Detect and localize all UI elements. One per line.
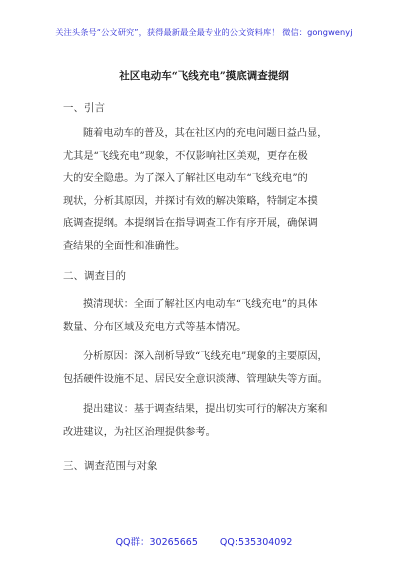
paragraph-line: 摸清现状：全面了解社区内电动车“飞线充电”的具体 — [83, 299, 318, 310]
header-promo-note: 关注头条号“公文研究”，获得最新最全最专业的公文资料库！ 微信：gongwenyj — [55, 27, 353, 37]
paragraph-line: 现状，分析其原因，并探讨有效的解决策略，特制定本摸 — [63, 195, 318, 207]
paragraph-line: 查结果的全面性和准确性。 — [63, 240, 186, 252]
section-heading-purpose: 二、调查目的 — [63, 270, 126, 282]
paragraph-line: 尤其是“飞线充电”现象，不仅影响社区美观，更存在极 — [63, 150, 308, 162]
section-heading-scope: 三、调查范围与对象 — [63, 460, 158, 472]
footer-contact — [0, 534, 408, 548]
paragraph-line: 包括硬件设施不足、居民安全意识淡薄、管理缺失等方面。 — [63, 373, 328, 385]
footer-qq-group: QQ群：30265665 — [115, 537, 198, 548]
section-heading-intro: 一、引言 — [63, 102, 105, 114]
footer-qq: QQ:535304092 — [219, 537, 293, 548]
paragraph-line: 改进建议，为社区治理提供参考。 — [63, 426, 216, 438]
paragraph-line: 提出建议：基于调查结果，提出切实可行的解决方案和 — [83, 404, 328, 415]
paragraph-line: 数量、分布区域及充电方式等基本情况。 — [63, 321, 247, 333]
purpose-paragraph-status — [63, 294, 353, 339]
document-title: 社区电动车“飞线充电”摸底调查提纲 — [119, 70, 289, 82]
paragraph-line: 大的安全隐患。为了深入了解社区电动车“飞线充电”的 — [63, 173, 308, 184]
paragraph-line: 底调查提纲。本提纲旨在指导调查工作有序开展，确保调 — [63, 218, 318, 229]
paragraph-line: 分析原因：深入剖析导致“飞线充电”现象的主要原因， — [83, 351, 328, 362]
intro-paragraph — [63, 123, 353, 258]
paragraph-line: 随着电动车的普及，其在社区内的充电问题日益凸显， — [83, 128, 328, 139]
purpose-paragraph-causes — [63, 346, 353, 391]
purpose-paragraph-suggestions — [63, 399, 353, 444]
